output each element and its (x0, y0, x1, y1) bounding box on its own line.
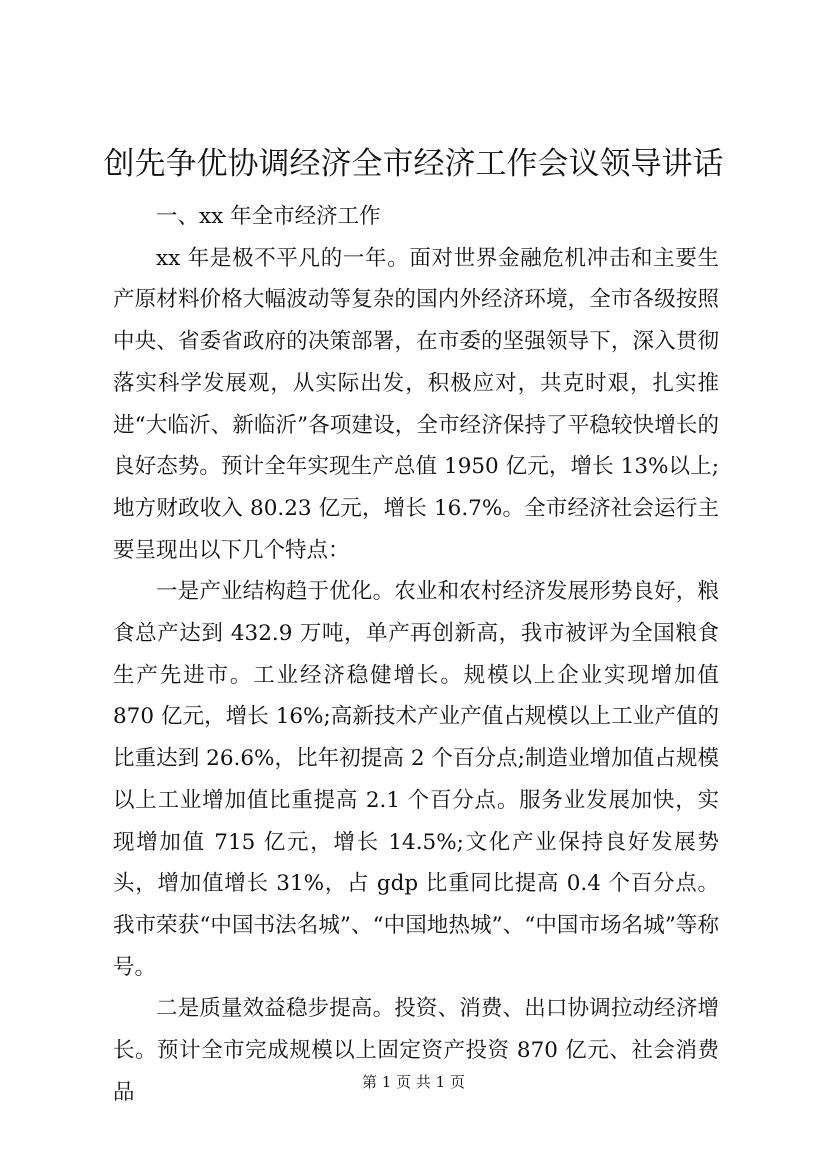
body-paragraph: 二是质量效益稳步提高。投资、消费、出口协调拉动经济增长。预计全市完成规模以上固定资产投资 870 亿元、社会消费品 (113, 996, 719, 1105)
body-paragraph: xx 年是极不平凡的一年。面对世界金融危机冲击和主要生产原材料价格大幅波动等复杂的国内外经济环境，全市各级按照中央、省委省政府的决策部署，在市委的坚强领导下，深入贯彻落实科学发展观，从实际出发，积极应对，共克时艰，扎实推进“大临沂、新临沂”各项建设，全市经济保持了平稳较快增长的良好态势。预计全年实现生产总值 1950 亿元，增长 13%以上;地方财政收入 80.23 亿元，增长 16.7%。全市经济社会运行主要呈现出以下几个特点： (113, 245, 719, 563)
section-heading: 一、xx 年全市经济工作 (156, 204, 381, 229)
page-footer: 第 1 页 共 1 页 (362, 1073, 465, 1091)
document-title: 创先争优协调经济全市经济工作会议领导讲话 (103, 146, 724, 182)
document-body (113, 196, 719, 1113)
body-paragraph: 一是产业结构趋于优化。农业和农村经济发展形势良好，粮食总产达到 432.9 万吨，单产再创新高，我市被评为全国粮食生产先进市。工业经济稳健增长。规模以上企业实现增加值 870 亿元，增长 16%;高新技术产业产值占规模以上工业产值的比重达到 26.6%，比年初提高 2 个百分点;制造业增加值占规模以上工业增加值比重提高 2.1 个百分点。服务业发展加快，实现增加值 715 亿元，增长 14.5%;文化产业保持良好发展势头，增加值增长 31%，占 gdp 比重同比提高 0.4 个百分点。我市荣获“中国书法名城”、“中国地热城”、“中国市场名城”等称号。 (113, 579, 719, 980)
